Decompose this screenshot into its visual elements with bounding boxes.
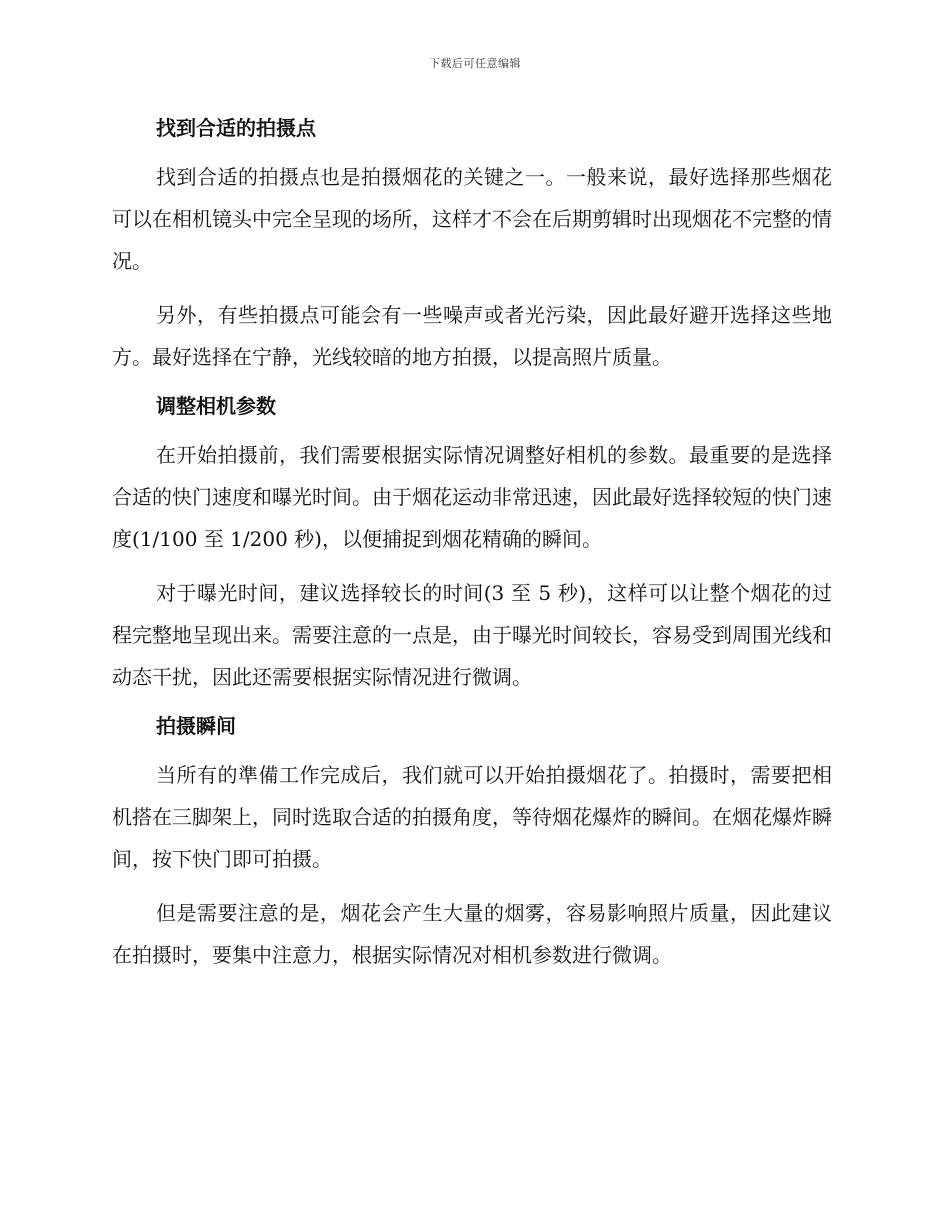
document-body <box>112 110 832 976</box>
paragraph: 找到合适的拍摄点也是拍摄烟花的关键之一。一般来说，最好选择那些烟花可以在相机镜头中完全呈现的场所，这样才不会在后期剪辑时出现烟花不完整的情况。 <box>112 165 832 273</box>
paragraph: 在开始拍摄前，我们需要根据实际情况调整好相机的参数。最重要的是选择合适的快门速度和曝光时间。由于烟花运动非常迅速，因此最好选择较短的快门速度(1/100 至 1/200 秒)，以便捕捉到烟花精确的瞬间。 <box>112 443 832 551</box>
section-title-camera-settings: 调整相机参数 <box>156 394 276 418</box>
paragraph: 对于曝光时间，建议选择较长的时间(3 至 5 秒)，这样可以让整个烟花的过程完整地呈现出来。需要注意的一点是，由于曝光时间较长，容易受到周围光线和动态干扰，因此还需要根据实际情况进行微调。 <box>112 581 832 689</box>
paragraph: 当所有的準備工作完成后，我们就可以开始拍摄烟花了。拍摄时，需要把相机搭在三脚架上，同时选取合适的拍摄角度，等待烟花爆炸的瞬间。在烟花爆炸瞬间，按下快门即可拍摄。 <box>112 763 832 871</box>
section-title-capture-moment: 拍摄瞬间 <box>156 714 236 738</box>
section-title-shooting-spot: 找到合适的拍摄点 <box>156 116 316 140</box>
paragraph: 但是需要注意的是，烟花会产生大量的烟雾，容易影响照片质量，因此建议在拍摄时，要集中注意力，根据实际情况对相机参数进行微调。 <box>112 901 832 967</box>
paragraph: 另外，有些拍摄点可能会有一些噪声或者光污染，因此最好避开选择这些地方。最好选择在宁静，光线较暗的地方拍摄，以提高照片质量。 <box>112 303 832 369</box>
header-note: 下载后可任意编辑 <box>429 57 521 70</box>
